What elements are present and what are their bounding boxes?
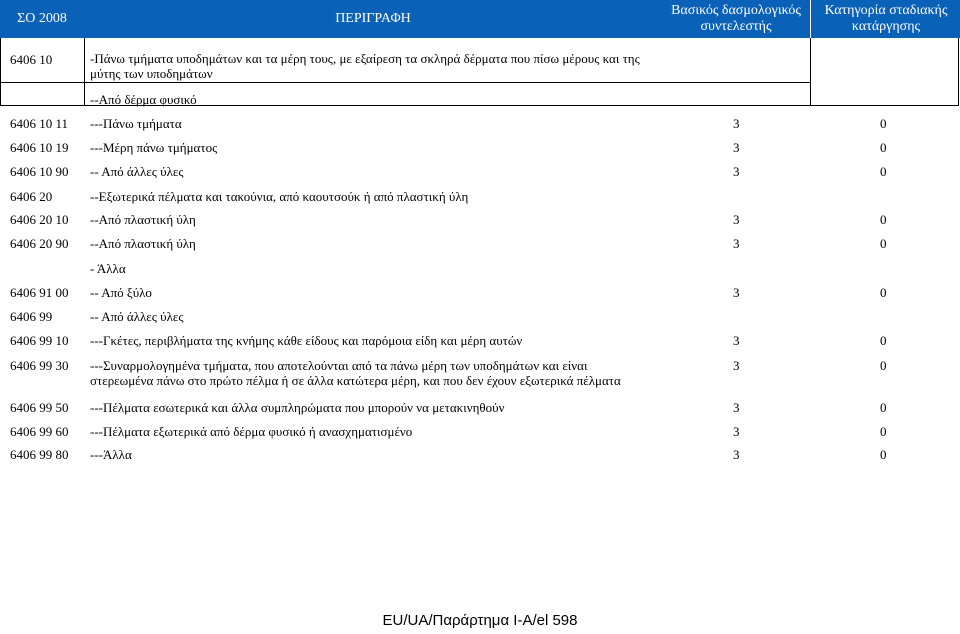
row-code: 6406 99 <box>10 309 53 324</box>
row-description: --Από πλαστική ύλη <box>90 212 196 227</box>
row-base-rate: 3 <box>733 358 740 373</box>
grid-divider <box>84 38 85 105</box>
row-code: 6406 20 <box>10 189 53 204</box>
row-code: 6406 10 90 <box>10 164 69 179</box>
grid-divider <box>1 82 810 83</box>
row-description: - Άλλα <box>90 261 126 276</box>
row-category: 0 <box>880 164 887 179</box>
row-code: 6406 99 30 <box>10 358 69 373</box>
row-code: 6406 10 <box>10 52 53 67</box>
row-base-rate: 3 <box>733 116 740 131</box>
row-base-rate: 3 <box>733 333 740 348</box>
row-code: 6406 99 80 <box>10 447 69 462</box>
row-category: 0 <box>880 140 887 155</box>
row-category: 0 <box>880 116 887 131</box>
row-description: --Από πλαστική ύλη <box>90 236 196 251</box>
row-description: ---Πάνω τμήματα <box>90 116 182 131</box>
row-description: ---Πέλματα εσωτερικά και άλλα συμπληρώματα που μπορούν να μετακινηθούν <box>90 400 505 415</box>
grid-divider <box>810 38 811 105</box>
row-code: 6406 91 00 <box>10 285 69 300</box>
row-code: 6406 10 19 <box>10 140 69 155</box>
row-description: -Πάνω τμήματα υποδημάτων και τα μέρη τους, με εξαίρεση τα σκληρά δέρματα που πίσω μέρους και της μύτης των υποδημάτων <box>90 51 640 81</box>
row-base-rate: 3 <box>733 447 740 462</box>
row-base-rate: 3 <box>733 400 740 415</box>
row-description: ---Άλλα <box>90 447 132 462</box>
row-description: -- Από άλλες ύλες <box>90 309 184 324</box>
row-description: --Εξωτερικά πέλματα και τακούνια, από καουτσούκ ή από πλαστική ύλη <box>90 189 469 204</box>
row-code: 6406 20 90 <box>10 236 69 251</box>
row-category: 0 <box>880 212 887 227</box>
row-category: 0 <box>880 285 887 300</box>
header-base-rate: Βασικός δασμολογικός συντελεστής <box>671 3 801 34</box>
row-description: ---Γκέτες, περιβλήματα της κνήμης κάθε είδους και παρόμοια είδη και μέρη αυτών <box>90 333 523 348</box>
row-category: 0 <box>880 424 887 439</box>
row-category: 0 <box>880 236 887 251</box>
row-base-rate: 3 <box>733 285 740 300</box>
header-code: ΣΟ 2008 <box>17 11 67 26</box>
row-description: ---Μέρη πάνω τμήματος <box>90 140 218 155</box>
row-code: 6406 99 10 <box>10 333 69 348</box>
row-description: -- Από άλλες ύλες <box>90 164 184 179</box>
row-base-rate: 3 <box>733 236 740 251</box>
row-description: ---Συναρμολογημένα τμήματα, που αποτελούνται από τα πάνω μέρη των υποδημάτων και είναι στερεωμένα πάνω στο πρώτο πέλμα ή σε άλλα κατώτερα μέρη, και που δεν έχουν εξωτερικά πέλματα <box>90 358 621 388</box>
header-description: ΠΕΡΙΓΡΑΦΗ <box>335 11 411 26</box>
row-code: 6406 99 50 <box>10 400 69 415</box>
row-category: 0 <box>880 333 887 348</box>
row-base-rate: 3 <box>733 164 740 179</box>
page-footer: EU/UA/Παράρτημα I-A/el 598 <box>382 612 578 629</box>
table-header <box>0 0 960 38</box>
row-description: ---Πέλματα εξωτερικά από δέρμα φυσικό ή ανασχηματισμένο <box>90 424 413 439</box>
row-code: 6406 99 60 <box>10 424 69 439</box>
row-category: 0 <box>880 447 887 462</box>
header-category: Κατηγορία σταδιακής κατάργησης <box>810 0 960 38</box>
row-description: --Από δέρμα φυσικό <box>90 92 197 107</box>
row-base-rate: 3 <box>733 424 740 439</box>
row-category: 0 <box>880 358 887 373</box>
row-category: 0 <box>880 400 887 415</box>
row-base-rate: 3 <box>733 140 740 155</box>
row-code: 6406 10 11 <box>10 116 69 131</box>
row-description: -- Από ξύλο <box>90 285 152 300</box>
row-code: 6406 20 10 <box>10 212 69 227</box>
row-base-rate: 3 <box>733 212 740 227</box>
